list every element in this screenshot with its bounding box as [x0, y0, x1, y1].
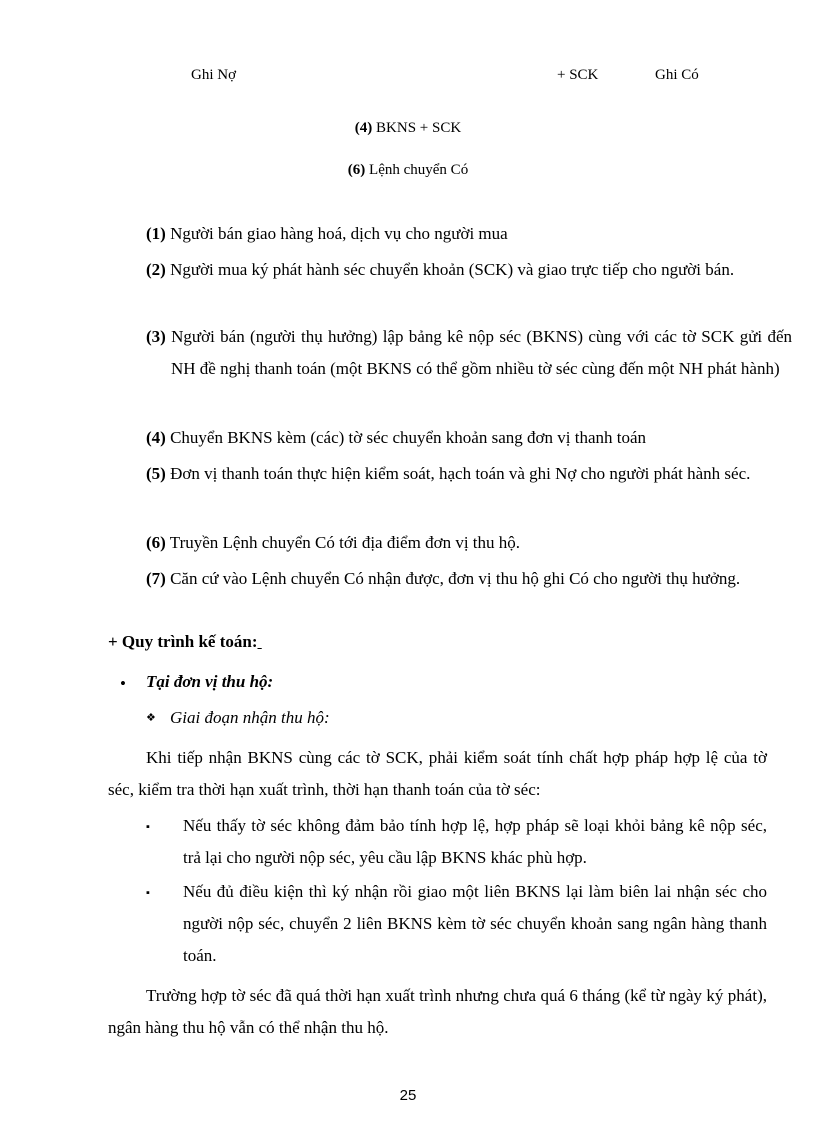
step-7 — [146, 563, 792, 595]
section-heading — [108, 632, 262, 652]
step-text: Người mua ký phát hành séc chuyển khoản (SCK) và giao trực tiếp cho người bán. — [170, 260, 735, 279]
step-number: (5) — [146, 464, 166, 483]
step-5 — [146, 458, 792, 490]
step-number: (3) — [146, 327, 166, 346]
bullet-item: Nếu thấy tờ séc không đảm bảo tính hợp lệ, hợp pháp sẽ loại khỏi bảng kê nộp séc, trả lại cho người nộp séc, yêu cầu lập BKNS khác phù hợp. — [183, 816, 767, 867]
diagram-step4-text: BKNS + SCK — [376, 120, 462, 136]
sck-label: + SCK — [557, 67, 599, 83]
step-number: (2) — [146, 260, 166, 279]
unit-heading: Tại đơn vị thu hộ: — [146, 672, 274, 691]
section-heading-text: + Quy trình kế toán: — [108, 632, 258, 651]
step-2 — [146, 254, 792, 286]
step-text: Người bán giao hàng hoá, dịch vụ cho người mua — [170, 224, 508, 243]
page-number: 25 — [399, 1087, 417, 1104]
square-bullet-icon: ▪ — [146, 887, 150, 899]
step-1 — [146, 218, 792, 250]
intro-paragraph: Khi tiếp nhận BKNS cùng các tờ SCK, phải kiểm soát tính chất hợp pháp hợp lệ của tờ séc, kiểm tra thời hạn xuất trình, thời hạn thanh toán của tờ séc: — [108, 748, 767, 799]
bullet-item: Nếu đủ điều kiện thì ký nhận rồi giao một liên BKNS lại làm biên lai nhận séc cho người nộp séc, chuyển 2 liên BKNS kèm tờ séc chuyển khoản sang ngân hàng thanh toán. — [183, 882, 767, 965]
step-text: Đơn vị thanh toán thực hiện kiểm soát, hạch toán và ghi Nợ cho người phát hành séc. — [170, 464, 751, 483]
step-3 — [146, 321, 792, 385]
step-4 — [146, 422, 792, 454]
step-text: Người bán (người thụ hưởng) lập bảng kê nộp séc (BKNS) cùng với các tờ SCK gửi đến NH đề nghị thanh toán (một BKNS có thể gồm nhiều tờ séc cùng đến một NH phát hành) — [171, 327, 792, 378]
closing-paragraph: Trường hợp tờ séc đã quá thời hạn xuất trình nhưng chưa quá 6 tháng (kể từ ngày ký phát), ngân hàng thu hộ vẫn có thể nhận thu hộ. — [108, 986, 767, 1037]
step-number: (6) — [146, 533, 166, 552]
debit-label: Ghi Nợ — [191, 67, 237, 83]
diagram-step4 — [0, 120, 816, 137]
step-number: (4) — [146, 428, 166, 447]
step-6 — [146, 527, 792, 559]
step-text: Chuyển BKNS kèm (các) tờ séc chuyển khoản sang đơn vị thanh toán — [170, 428, 647, 447]
diagram-step4-num: (4) — [354, 120, 373, 136]
square-bullet-icon: ▪ — [146, 821, 150, 833]
diamond-bullet-icon: ❖ — [146, 712, 156, 724]
credit-label: Ghi Có — [655, 67, 699, 83]
diagram-step6-text: Lệnh chuyển Có — [369, 162, 469, 178]
step-text: Truyền Lệnh chuyển Có tới địa điểm đơn vị thu hộ. — [169, 533, 521, 552]
stage-heading: Giai đoạn nhận thu hộ: — [170, 708, 330, 727]
bullet-dot-icon: • — [120, 674, 126, 693]
diagram-step6-num: (6) — [347, 162, 366, 178]
step-text: Căn cứ vào Lệnh chuyển Có nhận được, đơn vị thu hộ ghi Có cho người thụ hưởng. — [170, 569, 741, 588]
step-number: (1) — [146, 224, 166, 243]
diagram-step6 — [0, 162, 816, 179]
step-number: (7) — [146, 569, 166, 588]
